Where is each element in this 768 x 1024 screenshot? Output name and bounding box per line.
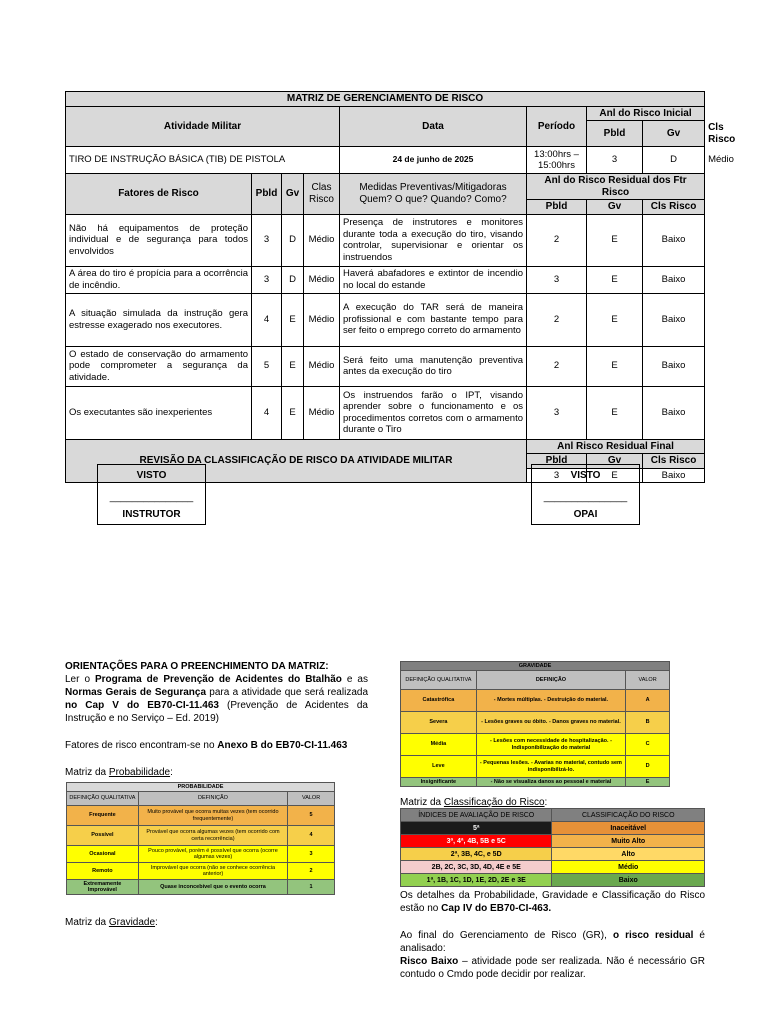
- gravidade-table: [400, 661, 670, 787]
- gv-cell: E: [282, 386, 304, 439]
- table-row: [67, 863, 335, 880]
- r-pbld-cell: 2: [527, 214, 587, 266]
- data-value: 24 de junho de 2025: [340, 147, 527, 174]
- table-row: [67, 826, 335, 846]
- table-row: [67, 880, 335, 895]
- matriz-prob-label: Matriz da Probabilidade:: [65, 767, 173, 778]
- cls-cell: Médio: [304, 266, 340, 293]
- table-row: [67, 806, 335, 826]
- r-cls-cell: Baixo: [643, 266, 705, 293]
- fator-cell: A área do tiro é propícia para a ocorrência de incêndio.: [66, 266, 252, 293]
- grav-d: - Não se visualiza danos ao pessoal e material: [476, 778, 625, 787]
- matriz-grav-label: Matriz da Gravidade:: [65, 917, 158, 928]
- inicial-gv-value: D: [643, 147, 705, 174]
- class-h2: CLASSIFICAÇÃO DO RISCO: [552, 809, 705, 822]
- detalhes-text: Os detalhes da Probabilidade, Gravidade e Classificação do Risco estão no Cap IV do EB70-CI-463.: [400, 890, 705, 914]
- header-anl-inicial: Anl do Risco Inicial: [587, 106, 705, 121]
- final-cls-value: Baixo: [643, 468, 705, 483]
- prob-q: Ocasional: [67, 846, 139, 863]
- class-index: 2B, 2C, 3C, 3D, 4D, 4E e 5E: [401, 861, 552, 874]
- r-cls-cell: Baixo: [643, 214, 705, 266]
- classificacao-table: [400, 808, 705, 887]
- table-row: [66, 266, 705, 293]
- prob-v: 2: [288, 863, 335, 880]
- header-f-cls: Cls Risco: [643, 454, 705, 469]
- r-gv-cell: E: [587, 346, 643, 386]
- table-row: [66, 293, 705, 346]
- class-label: Baixo: [552, 874, 705, 887]
- prob-q: Remoto: [67, 863, 139, 880]
- prob-h3: VALOR: [288, 792, 335, 806]
- signature-line: _______________: [543, 492, 628, 503]
- gv-cell: E: [282, 293, 304, 346]
- class-label: Médio: [552, 861, 705, 874]
- class-index: 5ª: [401, 822, 552, 835]
- periodo-value: 13:00hrs – 15:00hrs: [527, 147, 587, 174]
- risco-baixo-text: Risco Baixo – atividade pode ser realizada. Não é necessário GR contudo o Cmdo pode decidir por realizar.: [400, 956, 705, 980]
- prob-d: Provável que ocorra algumas vezes (tem ocorrido com certa recorrência): [138, 826, 287, 846]
- table-row: [401, 756, 670, 778]
- grav-v: C: [626, 734, 670, 756]
- orientacoes-p2: Fatores de risco encontram-se no Anexo B do EB70-CI-11.463: [65, 740, 348, 751]
- prob-v: 5: [288, 806, 335, 826]
- pbld-cell: 5: [252, 346, 282, 386]
- r-cls-cell: Baixo: [643, 293, 705, 346]
- grav-d: - Lesões graves ou óbito. - Danos graves no material.: [476, 712, 625, 734]
- header-anl-residual: Anl do Risco Residual dos Ftr Risco: [527, 174, 705, 200]
- fator-cell: Não há equipamentos de proteção individual e de segurança para todos envolvidos: [66, 214, 252, 266]
- fator-cell: O estado de conservação do armamento pode comprometer a segurança da atividade.: [66, 346, 252, 386]
- class-label: Inaceitável: [552, 822, 705, 835]
- prob-v: 1: [288, 880, 335, 895]
- grav-v: E: [626, 778, 670, 787]
- r-pbld-cell: 2: [527, 293, 587, 346]
- signature-box-instrutor: [97, 464, 206, 525]
- prob-q: Frequente: [67, 806, 139, 826]
- r-gv-cell: E: [587, 293, 643, 346]
- pbld-cell: 4: [252, 293, 282, 346]
- gv-cell: E: [282, 346, 304, 386]
- table-row: [66, 214, 705, 266]
- class-index: 1ª, 1B, 1C, 1D, 1E, 2D, 2E e 3E: [401, 874, 552, 887]
- grav-h3: VALOR: [626, 671, 670, 690]
- medida-cell: Será feito uma manutenção preventiva antes da execução do tiro: [340, 346, 527, 386]
- atividade-value: TIRO DE INSTRUÇÃO BÁSICA (TIB) DE PISTOLA: [66, 147, 340, 174]
- grav-q: Catastrófica: [401, 690, 477, 712]
- class-h1: ÍNDICES DE AVALIAÇÃO DE RISCO: [401, 809, 552, 822]
- pbld-cell: 3: [252, 214, 282, 266]
- table-row: [401, 734, 670, 756]
- r-pbld-cell: 2: [527, 346, 587, 386]
- final-text: Ao final do Gerenciamento de Risco (GR), o risco residual é analisado:: [400, 930, 705, 954]
- medida-cell: A execução do TAR será de maneira profissional e com bastante tempo para ser feito o emprego correto do armamento: [340, 293, 527, 346]
- orientacoes-heading: ORIENTAÇÕES PARA O PREENCHIMENTO DA MATRIZ:: [65, 661, 329, 672]
- cls-cell: Médio: [304, 386, 340, 439]
- header-periodo: Período: [527, 106, 587, 147]
- table-row: [401, 712, 670, 734]
- grav-d: - Mortes múltiplas. - Destruição do material.: [476, 690, 625, 712]
- grav-h2: DEFINIÇÃO: [476, 671, 625, 690]
- prob-h1: DEFINIÇÃO QUALITATIVA: [67, 792, 139, 806]
- header-pbld: Pbld: [587, 121, 643, 147]
- header-gv: Gv: [643, 121, 705, 147]
- class-label: Muito Alto: [552, 835, 705, 848]
- table-row: [401, 874, 705, 887]
- header-fator-pbld: Pbld: [252, 174, 282, 215]
- table-row: [401, 835, 705, 848]
- prob-d: Muito provável que ocorra muitas vezes (tem ocorrido frequentemente): [138, 806, 287, 826]
- pbld-cell: 4: [252, 386, 282, 439]
- grav-d: - Pequenas lesões. - Avarias no material, contudo sem indisponibilizá-lo.: [476, 756, 625, 778]
- final-gv-value: E: [587, 468, 643, 483]
- header-f-gv: Gv: [587, 454, 643, 469]
- role-label: OPAI: [573, 509, 598, 520]
- class-index: 3ª, 4ª, 4B, 5B e 5C: [401, 835, 552, 848]
- grav-d: - Lesões com necessidade de hospitalização. - Indisponibilização do material: [476, 734, 625, 756]
- signature-line: _______________: [109, 492, 194, 503]
- gv-cell: D: [282, 266, 304, 293]
- signature-box-opai: [531, 464, 640, 525]
- prob-q: Possível: [67, 826, 139, 846]
- header-anl-final: Anl Risco Residual Final: [527, 439, 705, 454]
- header-medidas: Medidas Preventivas/Mitigadoras Quem? O que? Quando? Como?: [340, 174, 527, 215]
- table-row: [401, 861, 705, 874]
- prob-d: Pouco provável, porém é possível que ocorra (ocorre algumas vezes): [138, 846, 287, 863]
- grav-q: Insignificante: [401, 778, 477, 787]
- final-pbld-value: 3: [527, 468, 587, 483]
- prob-title: PROBABILIDADE: [67, 783, 335, 792]
- table-row: [401, 848, 705, 861]
- prob-d: Improvável que ocorra (não se conhece ocorrência anterior): [138, 863, 287, 880]
- orientacoes-p1: Ler o Programa de Prevenção de Acidentes do Btalhão e as Normas Gerais de Segurança para a atividade que será realizada no Cap V do EB70-CI-11.463 (Prevenção de Acidentes da Instrução e no Serviço – Ed. 2019): [65, 674, 368, 724]
- matriz-class-label: Matriz da Classificação do Risco:: [400, 797, 548, 808]
- r-cls-cell: Baixo: [643, 386, 705, 439]
- probabilidade-table: [66, 782, 335, 895]
- medida-cell: Haverá abafadores e extintor de incendio no local do estande: [340, 266, 527, 293]
- table-row: [401, 822, 705, 835]
- prob-q: Extremamente Improvável: [67, 880, 139, 895]
- pbld-cell: 3: [252, 266, 282, 293]
- visto-label: VISTO: [570, 470, 601, 481]
- cls-cell: Médio: [304, 214, 340, 266]
- prob-d: Quase inconcebível que o evento ocorra: [138, 880, 287, 895]
- table-row: [401, 778, 670, 787]
- header-fatores: Fatores de Risco: [66, 174, 252, 215]
- grav-q: Severa: [401, 712, 477, 734]
- grav-q: Média: [401, 734, 477, 756]
- grav-q: Leve: [401, 756, 477, 778]
- header-r-pbld: Pbld: [527, 200, 587, 215]
- inicial-pbld-value: 3: [587, 147, 643, 174]
- class-label: Alto: [552, 848, 705, 861]
- r-pbld-cell: 3: [527, 266, 587, 293]
- header-clas: Clas Risco: [304, 174, 340, 215]
- header-f-pbld: Pbld: [527, 454, 587, 469]
- header-data: Data: [340, 106, 527, 147]
- header-atividade: Atividade Militar: [66, 106, 340, 147]
- grav-v: A: [626, 690, 670, 712]
- revisao-label: REVISÃO DA CLASSIFICAÇÃO DE RISCO DA ATIVIDADE MILITAR: [66, 439, 527, 483]
- prob-h2: DEFINIÇÃO: [138, 792, 287, 806]
- grav-title: GRAVIDADE: [401, 662, 670, 671]
- gv-cell: D: [282, 214, 304, 266]
- prob-v: 4: [288, 826, 335, 846]
- header-r-gv: Gv: [587, 200, 643, 215]
- grav-v: B: [626, 712, 670, 734]
- orientacoes-right-block: [400, 889, 705, 981]
- prob-v: 3: [288, 846, 335, 863]
- table-row: [66, 386, 705, 439]
- orientacoes-block: [65, 660, 368, 779]
- medida-cell: Presença de instrutores e monitores durante toda a execução do tiro, visando controlar, supervisionar e orientar os instruendos: [340, 214, 527, 266]
- table-row: [401, 690, 670, 712]
- r-gv-cell: E: [587, 214, 643, 266]
- table-row: [67, 846, 335, 863]
- r-gv-cell: E: [587, 386, 643, 439]
- medida-cell: Os instruendos farão o IPT, visando aprender sobre o funcionamento e os procedimentos corretos com o armamento durante o Tiro: [340, 386, 527, 439]
- visto-label: VISTO: [136, 470, 167, 481]
- role-label: INSTRUTOR: [122, 509, 181, 520]
- r-pbld-cell: 3: [527, 386, 587, 439]
- fator-cell: Os executantes são inexperientes: [66, 386, 252, 439]
- cls-cell: Médio: [304, 346, 340, 386]
- class-index: 2ª, 3B, 4C, e 5D: [401, 848, 552, 861]
- risk-matrix-table: MATRIZ DE GERENCIAMENTO DE RISCO Atividade Militar Data Período Anl do Risco Inicial Pbld Gv Cls Risco TIRO DE INSTRUÇÃO BÁSICA (TIB) DE PISTOLA 24 de junho de 2025 13:00hrs – 15:00hrs 3 D Médio Fatores de Risco Pbld Gv Clas Risco Medidas Preventivas/Mitigadoras Quem? O que? Quando? Como? Anl do Risco Residual dos Ftr Risco Pbld Gv Cls Risco Não há equipamentos de proteção individual e de segurança para todos envolvidos 3 D Médio Presença de instrutores e monitores durante toda a execução do tiro, visando controlar, supervisionar e orientar os instruendos 2 E Baixo A área do tiro é propícia para a ocorrência de incêndio. 3 D Médio Haverá abafadores e extintor de incendio no local do estande 3 E Baixo A situação simulada da instrução gera estresse exagerado nos executores. 4 E Médio A execução do TAR será de maneira profissional e com bastante tempo para ser feito o emprego correto do armamento 2 E Baixo O estado de conservação do armamento pode comprometer a segurança da atividade. 5 E Médio Será feito uma manutenção preventiva antes da execução do tiro 2 E Baixo Os executantes são inexperientes 4 E Médio Os instruendos farão o IPT, visando aprender sobre o funcionamento e os procedimentos corretos com o armamento durante o Tiro 3 E Baixo REVISÃO DA CLASSIFICAÇÃO DE RISCO DA ATIVIDADE MILITAR Anl Risco Residual Final Pbld Gv Cls Risco 3 E Baixo: [65, 91, 705, 483]
- r-gv-cell: E: [587, 266, 643, 293]
- header-r-cls: Cls Risco: [643, 200, 705, 215]
- table-row: [66, 346, 705, 386]
- header-fator-gv: Gv: [282, 174, 304, 215]
- r-cls-cell: Baixo: [643, 346, 705, 386]
- cls-cell: Médio: [304, 293, 340, 346]
- grav-h1: DEFINIÇÃO QUALITATIVA: [401, 671, 477, 690]
- fator-cell: A situação simulada da instrução gera estresse exagerado nos executores.: [66, 293, 252, 346]
- grav-v: D: [626, 756, 670, 778]
- matrix-title: MATRIZ DE GERENCIAMENTO DE RISCO: [66, 92, 705, 107]
